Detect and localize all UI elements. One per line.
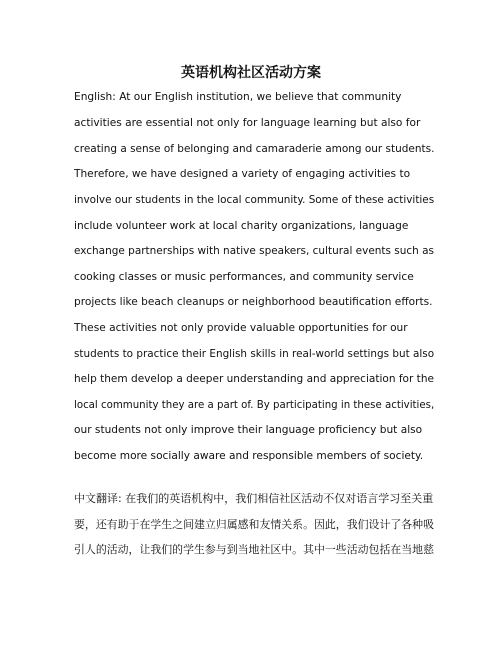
chinese-paragraph-line: 要，还有助于在学生之间建立归属感和友情关系。因此，我们设计了各种吸 xyxy=(74,518,434,531)
english-paragraph-line: These activities not only provide valuable opportunities for our xyxy=(74,322,408,334)
english-paragraph-line: activities are essential not only for language learning but also for xyxy=(74,117,421,129)
english-paragraph-line: help them develop a deeper understanding and appreciation for the xyxy=(74,373,434,385)
english-paragraph-line: involve our students in the local community. Some of these activities xyxy=(74,194,435,206)
english-paragraph-line: projects like beach cleanups or neighborhood beautification efforts. xyxy=(74,296,433,308)
english-paragraph-line: English: At our English institution, we believe that community xyxy=(74,91,402,103)
english-paragraph-line: exchange partnerships with native speakers, cultural events such as xyxy=(74,245,435,257)
chinese-paragraph-line: 引人的活动，让我们的学生参与到当地社区中。其中一些活动包括在当地慈 xyxy=(74,543,434,556)
document-title: 英语机构社区活动方案 xyxy=(181,65,321,81)
english-paragraph-line: cooking classes or music performances, and community service xyxy=(74,271,414,283)
english-paragraph-line: local community they are a part of. By participating in these activities, xyxy=(74,399,435,411)
english-paragraph-line: include volunteer work at local charity organizations, language xyxy=(74,220,409,232)
english-paragraph-line: students to practice their English skills in real-world settings but also xyxy=(74,348,435,360)
chinese-paragraph-line: 中文翻译: 在我们的英语机构中，我们相信社区活动不仅对语言学习至关重 xyxy=(74,492,434,505)
english-paragraph-line: our students not only improve their language proficiency but also xyxy=(74,424,423,436)
english-paragraph-line: creating a sense of belonging and camaraderie among our students. xyxy=(74,143,435,155)
english-paragraph-line: Therefore, we have designed a variety of engaging activities to xyxy=(74,168,411,180)
english-paragraph-line: become more socially aware and responsible members of society. xyxy=(74,450,424,462)
